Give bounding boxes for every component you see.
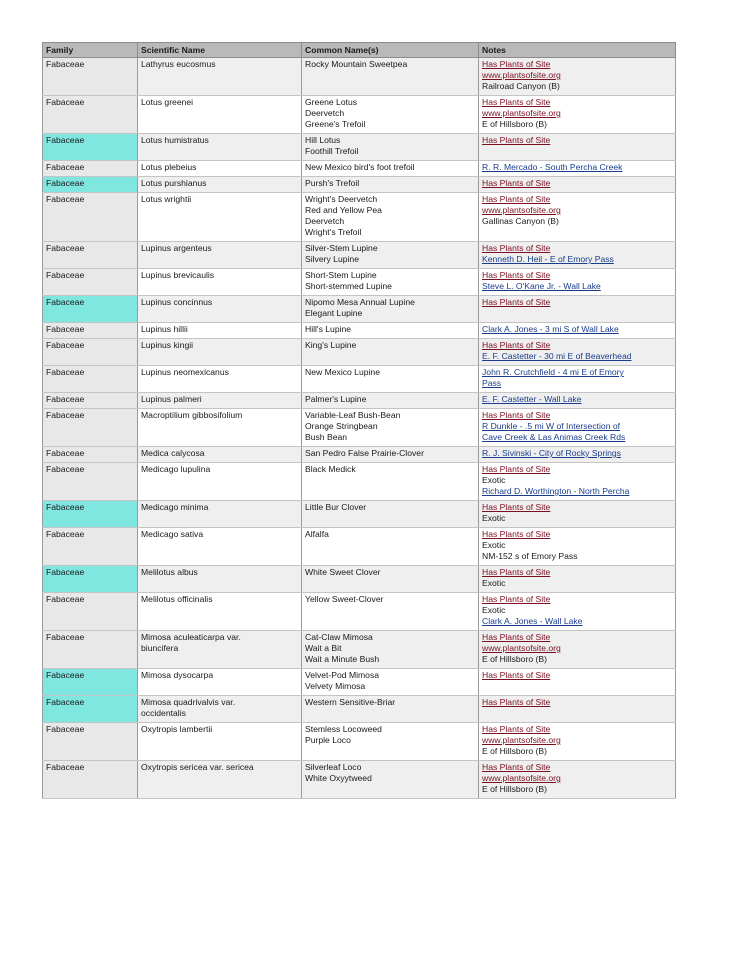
plants-of-site-link[interactable]: Has Plants of Site [482, 632, 551, 642]
plants-of-site-link[interactable]: www.plantsofsite.org [482, 735, 561, 745]
scientific-name-cell-line: Melilotus officinalis [141, 594, 213, 604]
scientific-name-cell [138, 669, 302, 696]
common-name-cell-line: Pursh's Trefoil [305, 178, 360, 188]
scientific-name-cell-line: Lupinus hillii [141, 324, 188, 334]
common-name-cell [302, 463, 479, 501]
plants-of-site-link[interactable]: Has Plants of Site [482, 762, 551, 772]
plants-of-site-link[interactable]: Has Plants of Site [482, 340, 551, 350]
plants-of-site-link[interactable]: Has Plants of Site [482, 97, 551, 107]
common-name-cell-line: Wait a Bit [305, 643, 342, 653]
scientific-name-cell-line: Lupinus kingii [141, 340, 194, 350]
notes-cell [479, 723, 676, 761]
table-row [43, 296, 676, 323]
common-name-cell-line: Rocky Mountain Sweetpea [305, 59, 408, 69]
scientific-name-cell-line: Medicago sativa [141, 529, 204, 539]
plants-of-site-link[interactable]: Has Plants of Site [482, 194, 551, 204]
note-text: Exotic [482, 578, 506, 588]
plants-of-site-link[interactable]: www.plantsofsite.org [482, 205, 561, 215]
common-name-cell-line: Hill Lotus [305, 135, 341, 145]
common-name-cell-line: Alfalfa [305, 529, 329, 539]
common-name-cell-line: Deervetch [305, 216, 345, 226]
species-table [42, 42, 676, 799]
common-name-cell-line: Greene's Trefoil [305, 119, 366, 129]
table-row [43, 723, 676, 761]
collector-record-link[interactable]: Cave Creek & Las Animas Creek Rds [482, 432, 626, 442]
family-cell: Fabaceae [43, 58, 138, 96]
notes-cell [479, 409, 676, 447]
common-name-cell [302, 761, 479, 799]
scientific-name-cell [138, 409, 302, 447]
common-name-cell [302, 723, 479, 761]
table-row [43, 669, 676, 696]
common-name-cell-line: Variable-Leaf Bush-Bean [305, 410, 401, 420]
scientific-name-cell-line: Oxytropis sericea var. sericea [141, 762, 254, 772]
notes-cell [479, 96, 676, 134]
header-scientific-name: Scientific Name [138, 43, 302, 58]
table-row [43, 58, 676, 96]
scientific-name-cell-line: Lupinus palmeri [141, 394, 202, 404]
common-name-cell-line: Black Medick [305, 464, 356, 474]
family-cell: Fabaceae [43, 366, 138, 393]
common-name-cell-line: King's Lupine [305, 340, 357, 350]
notes-cell [479, 463, 676, 501]
plants-of-site-link[interactable]: Has Plants of Site [482, 502, 551, 512]
table-row [43, 501, 676, 528]
table-row [43, 193, 676, 242]
common-name-cell [302, 296, 479, 323]
scientific-name-cell [138, 501, 302, 528]
table-row [43, 96, 676, 134]
family-cell: Fabaceae [43, 161, 138, 177]
plants-of-site-link[interactable]: Has Plants of Site [482, 59, 551, 69]
notes-cell [479, 366, 676, 393]
scientific-name-cell [138, 323, 302, 339]
plants-of-site-link[interactable]: www.plantsofsite.org [482, 70, 561, 80]
family-cell: Fabaceae [43, 761, 138, 799]
common-name-cell [302, 58, 479, 96]
plants-of-site-link[interactable]: Has Plants of Site [482, 135, 551, 145]
family-cell: Fabaceae [43, 447, 138, 463]
scientific-name-cell-line: Lupinus neomexicanus [141, 367, 229, 377]
common-name-cell-line: Red and Yellow Pea [305, 205, 382, 215]
common-name-cell [302, 528, 479, 566]
scientific-name-cell [138, 161, 302, 177]
scientific-name-cell [138, 593, 302, 631]
family-cell: Fabaceae [43, 501, 138, 528]
common-name-cell-line: Orange Stringbean [305, 421, 378, 431]
header-row [43, 43, 676, 58]
collector-record-link[interactable]: Steve L. O'Kane Jr. - Wall Lake [482, 281, 601, 291]
table-row [43, 566, 676, 593]
family-cell: Fabaceae [43, 593, 138, 631]
common-name-cell [302, 366, 479, 393]
common-name-cell-line: Palmer's Lupine [305, 394, 367, 404]
collector-record-link[interactable]: Clark A. Jones - Wall Lake [482, 616, 583, 626]
scientific-name-cell-line: Lupinus concinnus [141, 297, 213, 307]
scientific-name-cell-line: biuncifera [141, 643, 179, 653]
collector-record-link[interactable]: E. F. Castetter - Wall Lake [482, 394, 582, 404]
common-name-cell-line: Wait a Minute Bush [305, 654, 380, 664]
family-cell: Fabaceae [43, 269, 138, 296]
common-name-cell-line: Greene Lotus [305, 97, 358, 107]
common-name-cell-line: Elegant Lupine [305, 308, 363, 318]
family-cell: Fabaceae [43, 528, 138, 566]
table-row [43, 463, 676, 501]
table-row [43, 409, 676, 447]
scientific-name-cell [138, 723, 302, 761]
notes-cell [479, 296, 676, 323]
collector-record-link[interactable]: Kenneth D. Heil - E of Emory Pass [482, 254, 614, 264]
notes-cell [479, 761, 676, 799]
species-table-sheet [42, 42, 675, 799]
scientific-name-cell [138, 631, 302, 669]
scientific-name-cell-line: Melilotus albus [141, 567, 198, 577]
table-row [43, 242, 676, 269]
collector-record-link[interactable]: Richard D. Worthington - North Percha [482, 486, 630, 496]
plants-of-site-link[interactable]: Has Plants of Site [482, 270, 551, 280]
family-cell: Fabaceae [43, 242, 138, 269]
notes-cell [479, 177, 676, 193]
scientific-name-cell-line: Oxytropis lambertii [141, 724, 213, 734]
family-cell: Fabaceae [43, 669, 138, 696]
header-common-names: Common Name(s) [302, 43, 479, 58]
table-row [43, 528, 676, 566]
scientific-name-cell [138, 696, 302, 723]
plants-of-site-link[interactable]: www.plantsofsite.org [482, 773, 561, 783]
scientific-name-cell [138, 366, 302, 393]
table-row [43, 393, 676, 409]
common-name-cell [302, 566, 479, 593]
scientific-name-cell-line: Lupinus argenteus [141, 243, 212, 253]
family-cell: Fabaceae [43, 323, 138, 339]
scientific-name-cell-line: Macroptilium gibbosifolium [141, 410, 243, 420]
plants-of-site-link[interactable]: Has Plants of Site [482, 297, 551, 307]
scientific-name-cell-line: Medicago lupulina [141, 464, 211, 474]
scientific-name-cell [138, 761, 302, 799]
common-name-cell-line: Short-stemmed Lupine [305, 281, 392, 291]
note-text: Exotic [482, 513, 506, 523]
scientific-name-cell [138, 296, 302, 323]
common-name-cell-line: Western Sensitive-Briar [305, 697, 396, 707]
scientific-name-cell-line: Lotus plebeius [141, 162, 197, 172]
scientific-name-cell [138, 58, 302, 96]
common-name-cell [302, 669, 479, 696]
common-name-cell-line: Silver-Stem Lupine [305, 243, 378, 253]
notes-cell [479, 696, 676, 723]
notes-cell [479, 447, 676, 463]
scientific-name-cell [138, 134, 302, 161]
notes-cell [479, 161, 676, 177]
common-name-cell [302, 339, 479, 366]
table-row [43, 269, 676, 296]
common-name-cell [302, 593, 479, 631]
scientific-name-cell [138, 96, 302, 134]
notes-cell [479, 593, 676, 631]
note-text: Exotic [482, 540, 506, 550]
common-name-cell [302, 177, 479, 193]
common-name-cell [302, 323, 479, 339]
scientific-name-cell [138, 447, 302, 463]
scientific-name-cell [138, 339, 302, 366]
common-name-cell [302, 269, 479, 296]
scientific-name-cell [138, 193, 302, 242]
note-text: Exotic [482, 475, 506, 485]
collector-record-link[interactable]: E. F. Castetter - 30 mi E of Beaverhead [482, 351, 632, 361]
notes-cell [479, 528, 676, 566]
common-name-cell-line: Cat-Claw Mimosa [305, 632, 373, 642]
common-name-cell-line: Silverleaf Loco [305, 762, 362, 772]
note-text: Exotic [482, 605, 506, 615]
common-name-cell [302, 631, 479, 669]
family-cell: Fabaceae [43, 134, 138, 161]
scientific-name-cell-line: Lupinus brevicaulis [141, 270, 215, 280]
scientific-name-cell-line: Lotus greenei [141, 97, 194, 107]
common-name-cell [302, 161, 479, 177]
scientific-name-cell-line: Mimosa dysocarpa [141, 670, 214, 680]
plants-of-site-link[interactable]: Has Plants of Site [482, 594, 551, 604]
common-name-cell-line: New Mexico Lupine [305, 367, 380, 377]
scientific-name-cell [138, 528, 302, 566]
common-name-cell [302, 696, 479, 723]
common-name-cell-line: Nipomo Mesa Annual Lupine [305, 297, 415, 307]
common-name-cell-line: White Sweet Clover [305, 567, 381, 577]
common-name-cell [302, 409, 479, 447]
common-name-cell-line: Hill's Lupine [305, 324, 352, 334]
common-name-cell-line: Silvery Lupine [305, 254, 359, 264]
common-name-cell-line: Purple Loco [305, 735, 351, 745]
common-name-cell-line: Velvet-Pod Mimosa [305, 670, 380, 680]
plants-of-site-link[interactable]: www.plantsofsite.org [482, 643, 561, 653]
scientific-name-cell [138, 242, 302, 269]
common-name-cell-line: Wright's Trefoil [305, 227, 362, 237]
table-row [43, 177, 676, 193]
common-name-cell-line: Wright's Deervetch [305, 194, 378, 204]
common-name-cell-line: Foothill Trefoil [305, 146, 359, 156]
common-name-cell [302, 393, 479, 409]
family-cell: Fabaceae [43, 296, 138, 323]
scientific-name-cell [138, 463, 302, 501]
family-cell: Fabaceae [43, 177, 138, 193]
notes-cell [479, 631, 676, 669]
plants-of-site-link[interactable]: Has Plants of Site [482, 567, 551, 577]
collector-record-link[interactable]: Pass [482, 378, 502, 388]
note-text: E of Hillsboro (B) [482, 119, 547, 129]
common-name-cell [302, 242, 479, 269]
common-name-cell-line: White Oxyytweed [305, 773, 372, 783]
table-row [43, 366, 676, 393]
note-text: Railroad Canyon (B) [482, 81, 560, 91]
family-cell: Fabaceae [43, 393, 138, 409]
common-name-cell-line: Short-Stem Lupine [305, 270, 377, 280]
scientific-name-cell [138, 566, 302, 593]
common-name-cell [302, 447, 479, 463]
notes-cell [479, 501, 676, 528]
collector-record-link[interactable]: R. R. Mercado - South Percha Creek [482, 162, 623, 172]
common-name-cell-line: New Mexico bird's foot trefoil [305, 162, 415, 172]
header-family: Family [43, 43, 138, 58]
family-cell: Fabaceae [43, 723, 138, 761]
header-notes: Notes [479, 43, 676, 58]
table-row [43, 447, 676, 463]
scientific-name-cell-line: Lathyrus eucosmus [141, 59, 216, 69]
table-row [43, 339, 676, 366]
family-cell: Fabaceae [43, 566, 138, 593]
scientific-name-cell-line: Lotus purshianus [141, 178, 207, 188]
scientific-name-cell-line: Medicago minima [141, 502, 209, 512]
table-row [43, 134, 676, 161]
scientific-name-cell-line: Mimosa quadrivalvis var. [141, 697, 236, 707]
notes-cell [479, 269, 676, 296]
family-cell: Fabaceae [43, 463, 138, 501]
plants-of-site-link[interactable]: Has Plants of Site [482, 410, 551, 420]
family-cell: Fabaceae [43, 96, 138, 134]
scientific-name-cell-line: Lotus wrightii [141, 194, 192, 204]
table-row [43, 161, 676, 177]
family-cell: Fabaceae [43, 696, 138, 723]
note-text: Gallinas Canyon (B) [482, 216, 559, 226]
notes-cell [479, 323, 676, 339]
table-row [43, 631, 676, 669]
collector-record-link[interactable]: R. J. Sivinski - City of Rocky Springs [482, 448, 621, 458]
scientific-name-cell-line: Lotus humistratus [141, 135, 209, 145]
notes-cell [479, 242, 676, 269]
note-text: E of Hillsboro (B) [482, 654, 547, 664]
common-name-cell-line: Velvety Mimosa [305, 681, 366, 691]
collector-record-link[interactable]: John R. Crutchfield - 4 mi E of Emory [482, 367, 624, 377]
common-name-cell-line: Deervetch [305, 108, 345, 118]
common-name-cell [302, 501, 479, 528]
note-text: E of Hillsboro (B) [482, 784, 547, 794]
common-name-cell-line: Little Bur Clover [305, 502, 367, 512]
note-text: NM-152 s of Emory Pass [482, 551, 578, 561]
collector-record-link[interactable]: R Dunkle - .5 mi W of Intersection of [482, 421, 621, 431]
plants-of-site-link[interactable]: www.plantsofsite.org [482, 108, 561, 118]
common-name-cell [302, 193, 479, 242]
family-cell: Fabaceae [43, 339, 138, 366]
notes-cell [479, 669, 676, 696]
table-row [43, 696, 676, 723]
notes-cell [479, 58, 676, 96]
common-name-cell-line: Stemless Locoweed [305, 724, 382, 734]
plants-of-site-link[interactable]: Has Plants of Site [482, 670, 551, 680]
table-row [43, 323, 676, 339]
scientific-name-cell [138, 393, 302, 409]
common-name-cell [302, 96, 479, 134]
family-cell: Fabaceae [43, 409, 138, 447]
family-cell: Fabaceae [43, 193, 138, 242]
scientific-name-cell [138, 177, 302, 193]
table-row [43, 593, 676, 631]
scientific-name-cell-line: Medica calycosa [141, 448, 205, 458]
notes-cell [479, 134, 676, 161]
plants-of-site-link[interactable]: Has Plants of Site [482, 724, 551, 734]
plants-of-site-link[interactable]: Has Plants of Site [482, 464, 551, 474]
notes-cell [479, 339, 676, 366]
scientific-name-cell [138, 269, 302, 296]
scientific-name-cell-line: Mimosa aculeaticarpa var. [141, 632, 241, 642]
common-name-cell [302, 134, 479, 161]
common-name-cell-line: San Pedro False Prairie-Clover [305, 448, 424, 458]
common-name-cell-line: Bush Bean [305, 432, 348, 442]
plants-of-site-link[interactable]: Has Plants of Site [482, 243, 551, 253]
note-text: E of Hillsboro (B) [482, 746, 547, 756]
plants-of-site-link[interactable]: Has Plants of Site [482, 178, 551, 188]
collector-record-link[interactable]: Clark A. Jones - 3 mi S of Wall Lake [482, 324, 619, 334]
notes-cell [479, 193, 676, 242]
scientific-name-cell-line: occidentalis [141, 708, 186, 718]
common-name-cell-line: Yellow Sweet-Clover [305, 594, 384, 604]
plants-of-site-link[interactable]: Has Plants of Site [482, 529, 551, 539]
table-row [43, 761, 676, 799]
notes-cell [479, 566, 676, 593]
plants-of-site-link[interactable]: Has Plants of Site [482, 697, 551, 707]
family-cell: Fabaceae [43, 631, 138, 669]
notes-cell [479, 393, 676, 409]
